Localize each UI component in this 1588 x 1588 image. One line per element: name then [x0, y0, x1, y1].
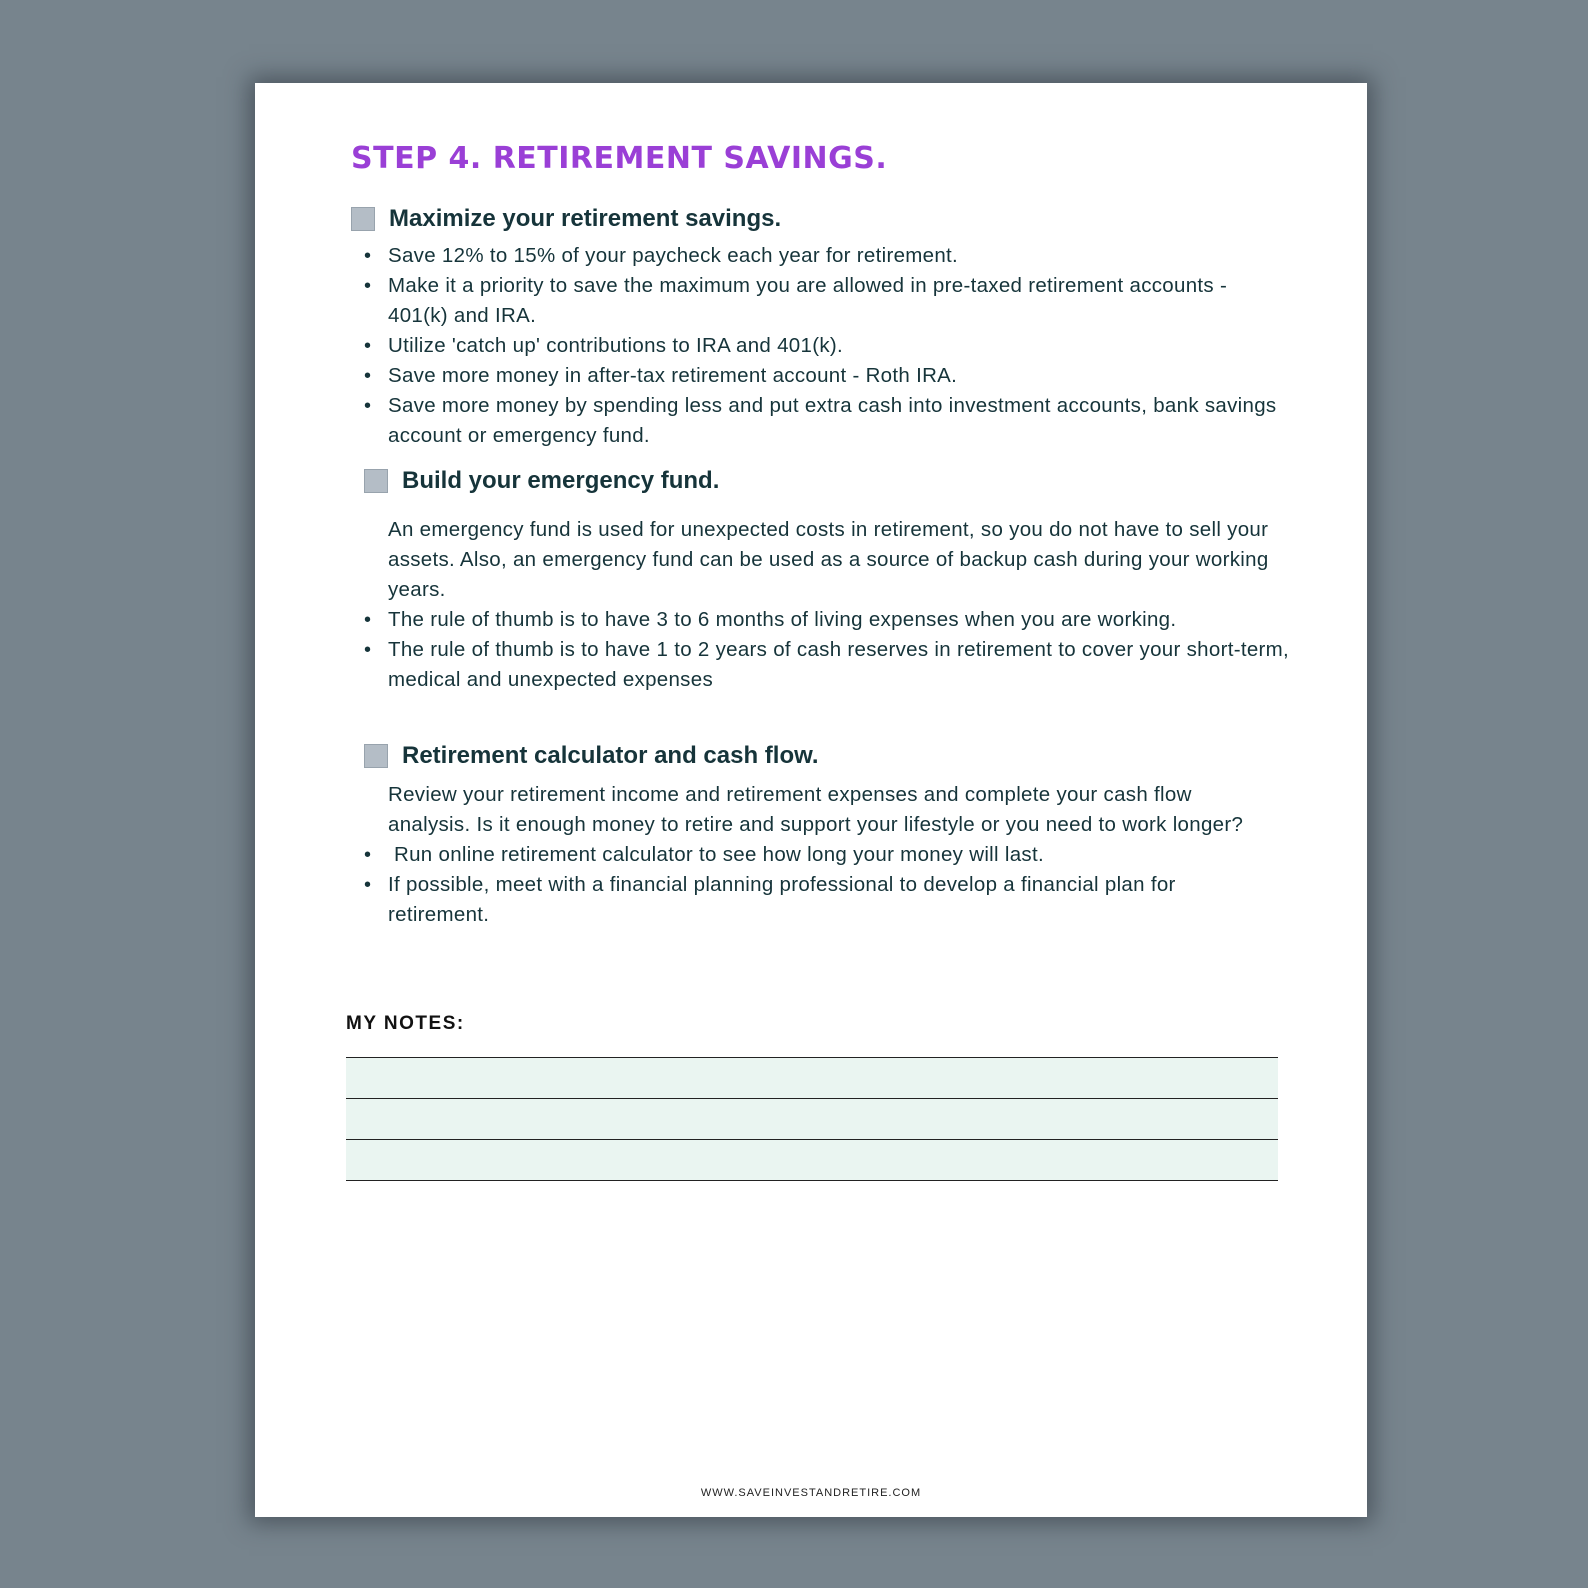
list-item: • Utilize 'catch up' contributions to IRA and 401(k). [310, 331, 1291, 361]
bullet-list [310, 840, 1220, 930]
section-checkbox[interactable] [351, 207, 375, 231]
bullet-list [310, 605, 1304, 695]
list-item: • Save more money by spending less and put extra cash into investment accounts, bank savings account or emergency fund. [310, 391, 1291, 451]
document-page [255, 83, 1367, 1517]
footer-url: WWW.SAVEINVESTANDRETIRE.COM [700, 1487, 922, 1499]
section-paragraph: An emergency fund is used for unexpected costs in retirement, so you do not have to sell your assets. Also, an emergency fund can be used as a source of backup cash during your working years. [388, 518, 1269, 601]
section-checkbox[interactable] [364, 469, 388, 493]
section-retirement-calculator [364, 740, 1304, 930]
note-line[interactable] [346, 1098, 1278, 1139]
list-item: • Save more money in after-tax retirement account - Roth IRA. [310, 361, 1291, 391]
section-header [364, 465, 1304, 497]
note-line[interactable] [346, 1139, 1278, 1181]
note-line[interactable] [346, 1057, 1278, 1098]
section-header [351, 203, 1291, 235]
notes-area [346, 1057, 1278, 1181]
bullet-list [310, 241, 1291, 451]
notes-label: MY NOTES: [346, 1013, 465, 1034]
section-checkbox[interactable] [364, 744, 388, 768]
section-maximize-savings [351, 203, 1291, 451]
list-item: • Make it a priority to save the maximum you are allowed in pre-taxed retirement accounts - 401(k) and IRA. [310, 271, 1291, 331]
section-emergency-fund [364, 465, 1304, 695]
section-title: Retirement calculator and cash flow. [402, 742, 819, 769]
section-paragraph: Review your retirement income and retirement expenses and complete your cash flow analysis. Is it enough money to retire and support your lifestyle or you need to work longer? [388, 783, 1244, 836]
list-item: • If possible, meet with a financial planning professional to develop a financial plan for retirement. [310, 870, 1220, 930]
list-item: • The rule of thumb is to have 1 to 2 years of cash reserves in retirement to cover your short-term, medical and unexpected expenses [310, 635, 1304, 695]
list-item: • The rule of thumb is to have 3 to 6 months of living expenses when you are working. [310, 605, 1304, 635]
page-title: STEP 4. RETIREMENT SAVINGS. [351, 141, 888, 176]
section-title: Build your emergency fund. [402, 467, 720, 494]
list-item: • Save 12% to 15% of your paycheck each year for retirement. [310, 241, 1291, 271]
list-item: • Run online retirement calculator to see how long your money will last. [310, 840, 1220, 870]
section-title: Maximize your retirement savings. [389, 205, 782, 232]
section-header [364, 740, 1304, 772]
